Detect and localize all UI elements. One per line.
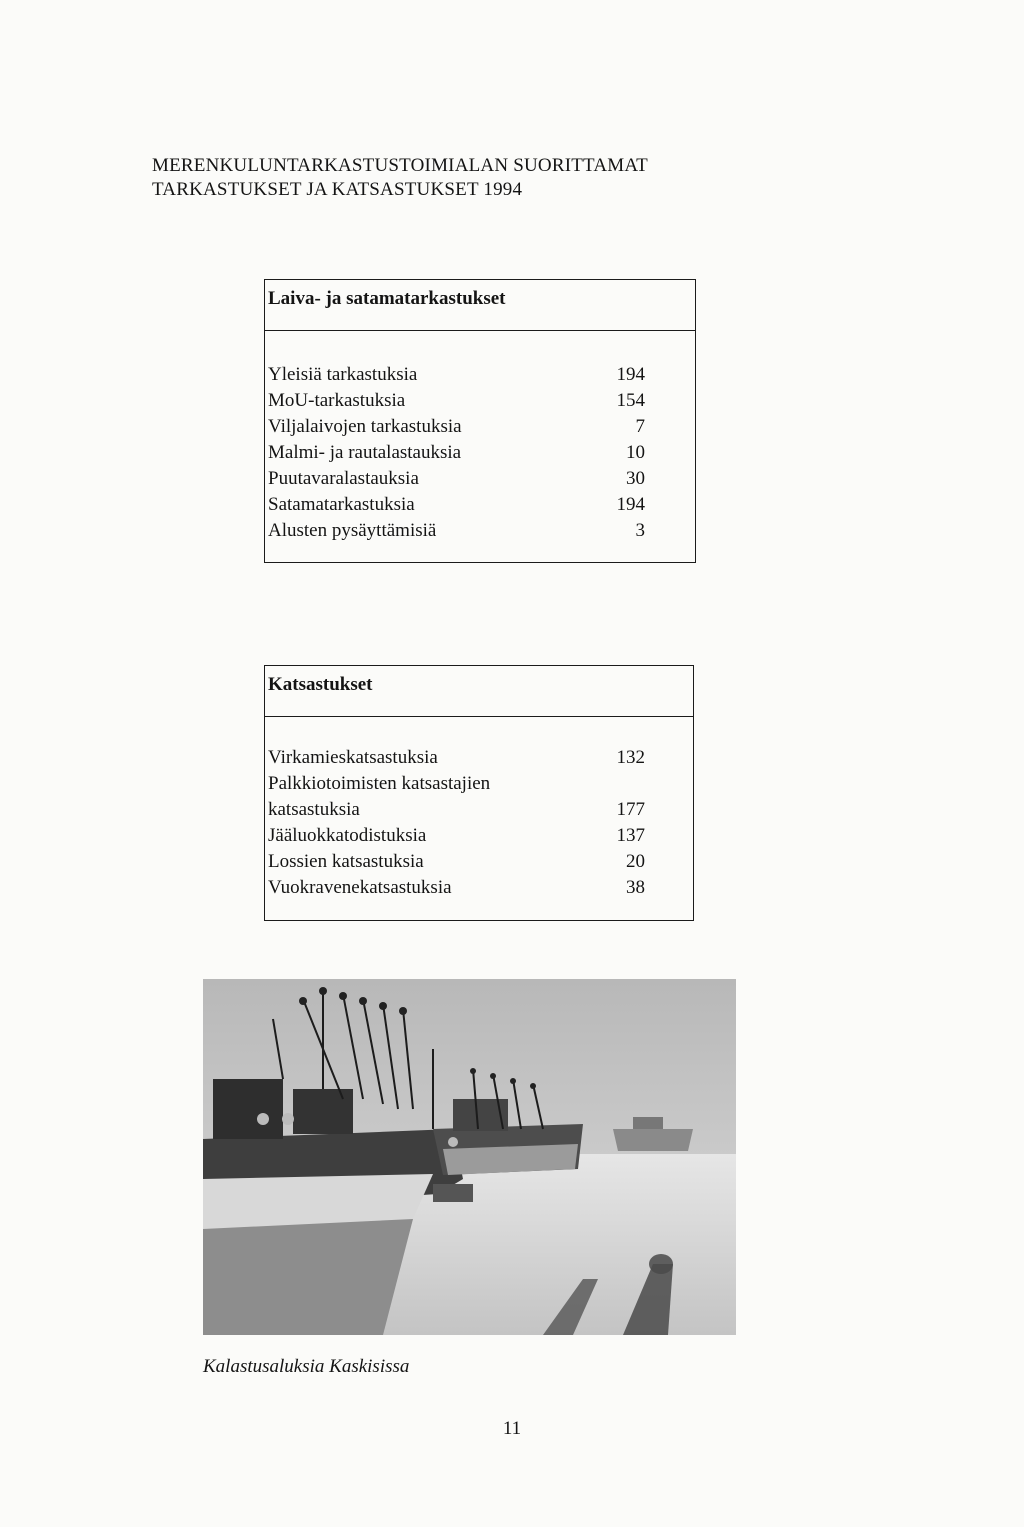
heading-line-2: TARKASTUKSET JA KATSASTUKSET 1994 [152, 179, 523, 200]
row-label: Virkamieskatsastuksia [268, 747, 438, 768]
table-row [265, 414, 695, 440]
heading-line-1: MERENKULUNTARKASTUSTOIMIALAN SUORITTAMAT [152, 155, 648, 176]
row-label: Viljalaivojen tarkastuksia [268, 416, 462, 437]
row-label: Alusten pysäyttämisiä [268, 520, 437, 541]
harbor-photo [203, 979, 736, 1335]
inspections-table-title: Laiva- ja satamatarkastukset [265, 280, 695, 331]
row-value: 194 [616, 494, 645, 515]
row-label: Jääluokkatodistuksia [268, 825, 427, 846]
page-number: 11 [502, 1418, 522, 1439]
row-value: 20 [626, 851, 645, 872]
surveys-table [264, 665, 694, 921]
row-value: 3 [635, 520, 645, 541]
row-label: Palkkiotoimisten katsastajien [268, 773, 491, 794]
table-row [265, 362, 695, 388]
table-row [265, 440, 695, 466]
row-label: Malmi- ja rautalastauksia [268, 442, 462, 463]
row-value: 132 [616, 747, 645, 768]
table-row [265, 492, 695, 518]
row-value: 38 [626, 877, 645, 898]
inspections-table [264, 279, 696, 563]
document-heading [152, 154, 852, 202]
row-label: Vuokravenekatsastuksia [268, 877, 452, 898]
row-value: 7 [635, 416, 645, 437]
table-row [265, 745, 693, 771]
photo-caption: Kalastusaluksia Kaskisissa [203, 1356, 410, 1377]
row-value: 137 [616, 825, 645, 846]
row-label: MoU-tarkastuksia [268, 390, 406, 411]
row-value: 30 [626, 468, 645, 489]
row-value: 194 [616, 364, 645, 385]
row-label: Lossien katsastuksia [268, 851, 424, 872]
table-row [265, 771, 693, 797]
row-value: 177 [616, 799, 645, 820]
row-label: katsastuksia [268, 799, 360, 820]
row-label: Puutavaralastauksia [268, 468, 419, 489]
table-row [265, 823, 693, 849]
row-value: 154 [616, 390, 645, 411]
row-value: 10 [626, 442, 645, 463]
table-row [265, 797, 693, 823]
table-row [265, 518, 695, 544]
table-row [265, 388, 695, 414]
table-row [265, 849, 693, 875]
table-row [265, 875, 693, 901]
row-label: Satamatarkastuksia [268, 494, 415, 515]
row-label: Yleisiä tarkastuksia [268, 364, 418, 385]
table-row [265, 466, 695, 492]
surveys-table-title: Katsastukset [265, 666, 693, 717]
